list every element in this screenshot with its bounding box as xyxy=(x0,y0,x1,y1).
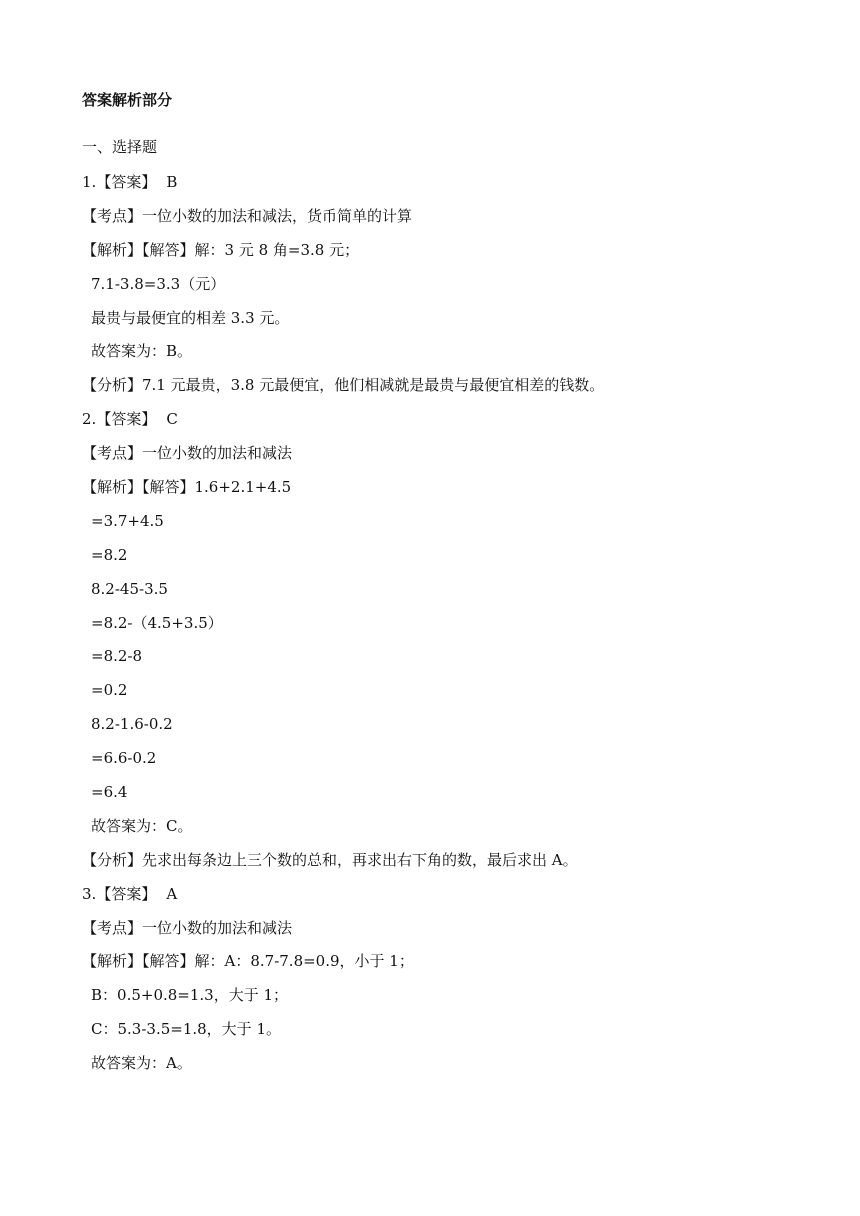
explanation-line: =3.7+4.5 xyxy=(91,511,164,530)
answer-line xyxy=(82,170,820,204)
answer-line xyxy=(82,882,820,916)
explanation-line: 8.2-45-3.5 xyxy=(91,579,168,598)
explanation-line: 【分析】7.1 元最贵，3.8 元最便宜，他们相减就是最贵与最便宜相差的钱数。 xyxy=(82,376,605,395)
explanation-line: 【解析】【解答】解：3 元 8 角=3.8 元； xyxy=(82,240,360,259)
document-heading: 答案解析部分 xyxy=(82,91,173,109)
explanation-line: 【考点】一位小数的加法和减法 xyxy=(82,444,293,463)
answer-line xyxy=(82,407,820,441)
question-block xyxy=(82,407,820,881)
explanation-line: =8.2-（4.5+3.5） xyxy=(91,613,223,632)
question-list xyxy=(82,170,820,1085)
question-number: 3. xyxy=(82,884,97,903)
explanation-line: 【考点】一位小数的加法和减法，货币简单的计算 xyxy=(82,206,413,225)
question-number: 2. xyxy=(82,410,97,429)
answer-value: C xyxy=(166,410,178,429)
explanation-line: =8.2-8 xyxy=(91,647,143,666)
question-block xyxy=(82,882,820,1085)
explanation-line: =6.4 xyxy=(91,783,128,802)
answer-tag: 【答案】 xyxy=(96,173,157,191)
answer-tag: 【答案】 xyxy=(96,410,157,429)
explanation-line: 【解析】【解答】1.6+2.1+4.5 xyxy=(82,478,292,497)
explanation-line: 【分析】先求出每条边上三个数的总和，再求出右下角的数，最后求出 A。 xyxy=(82,850,578,869)
answer-tag: 【答案】 xyxy=(96,884,157,903)
question-number: 1. xyxy=(82,173,97,191)
explanation-line: 故答案为：B。 xyxy=(91,342,193,361)
explanation-line: 7.1-3.8=3.3（元） xyxy=(91,274,226,293)
answer-value: A xyxy=(166,884,178,903)
section-title: 一、选择题 xyxy=(82,138,158,156)
explanation-line: 故答案为：C。 xyxy=(91,816,193,835)
explanation-line: C：5.3-3.5=1.8，大于 1。 xyxy=(91,1020,281,1039)
explanation-line: 【考点】一位小数的加法和减法 xyxy=(82,918,293,937)
explanation-line: =8.2 xyxy=(91,545,128,564)
explanation-line: 【解析】【解答】解：A：8.7-7.8=0.9，小于 1； xyxy=(82,952,414,971)
explanation-line: 故答案为：A。 xyxy=(91,1054,192,1073)
explanation-line: 最贵与最便宜的相差 3.3 元。 xyxy=(91,308,290,327)
explanation-line: =6.6-0.2 xyxy=(91,749,157,768)
explanation-line: B：0.5+0.8=1.3，大于 1； xyxy=(91,986,289,1005)
question-block xyxy=(82,170,820,407)
explanation-line: 8.2-1.6-0.2 xyxy=(91,715,173,734)
explanation-line: =0.2 xyxy=(91,681,128,700)
answer-value: B xyxy=(166,173,178,191)
